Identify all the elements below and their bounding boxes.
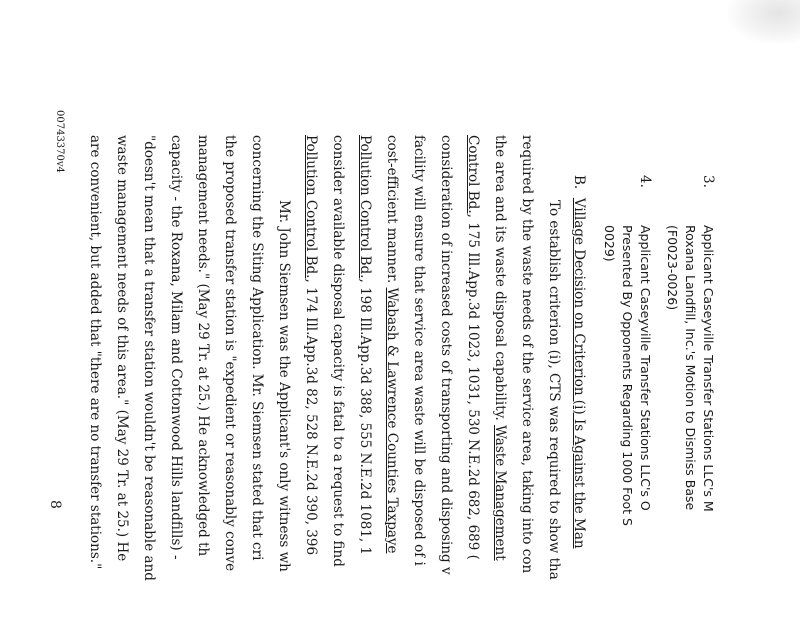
item-4-number: 4. xyxy=(637,175,653,188)
citation-wabash: Wabash & Lawrence Counties Taxpaye xyxy=(384,287,400,554)
para2-line-2: concerning the Siting Application. Mr. Siemsen stated that cri xyxy=(249,135,265,561)
para2-line-3: the proposed transfer station is "expedient or reasonably conve xyxy=(222,135,238,572)
section-title: Village Decision on Criterion (i) Is Against the Man xyxy=(571,197,587,549)
page-number: 8 xyxy=(47,500,63,509)
citation-waste-management: Waste Management xyxy=(492,425,508,561)
para1-line-10: Pollution Control Bd., 174 Ill.App.3d 82, 528 N.E.2d 390, 396 xyxy=(303,135,319,556)
para1-line-2: required by the waste needs of the service area, taking into con xyxy=(519,135,535,574)
item-3-line-1: Applicant Caseyville Transfer Stations LLC's M xyxy=(701,225,716,512)
scan-smudge xyxy=(728,0,800,44)
para1-line-7: cost-efficient manner. Wabash & Lawrence Counties Taxpaye xyxy=(384,135,400,554)
section-heading xyxy=(572,175,586,549)
para1-line-4: Control Bd., 175 Ill.App.3d 1023, 1031, 530 N.E.2d 682, 689 ( xyxy=(465,135,481,560)
para2-line-4: management needs." (May 29 Tr. at 25.) He acknowledged th xyxy=(195,135,211,557)
para2-line-1: Mr. John Siemsen was the Applicant's only witness wh xyxy=(276,200,292,572)
section-letter: B. xyxy=(571,175,587,190)
para2-line-6: "doesn't mean that a transfer station wouldn't be reasonable and xyxy=(141,135,157,581)
item-3-number: 3. xyxy=(700,175,716,188)
item-4-line-2: Presented By Opponents Regarding 1000 Foot S xyxy=(620,225,635,526)
item-3-line-2: Roxana Landfill, Inc.'s Motion to Dismiss Base xyxy=(683,225,698,511)
para1-line-1: To establish criterion (i), CTS was required to show tha xyxy=(546,200,562,580)
document-id: 00743370v4 xyxy=(54,110,65,173)
para2-line-7: waste management needs of this area." (May 29 Tr. at 25.) He xyxy=(114,135,130,562)
item-3-line-3: (F0023-0026) xyxy=(665,225,680,311)
para2-line-8: are convenient, but added that "there are no transfer stations." xyxy=(87,135,103,570)
para1-line-5: consideration of increased costs of transporting and disposing v xyxy=(438,135,454,575)
para1-line-6: facility will ensure that service area waste will be disposed of i xyxy=(411,135,427,566)
para1-line-3: the area and its waste disposal capability. Waste Management xyxy=(492,135,508,561)
para1-line-8: Pollution Control Bd., 198 Ill.App.3d 388, 555 N.E.2d 1081, 1 xyxy=(357,135,373,556)
para1-line-9: consider available disposal capacity is fatal to a request to find xyxy=(330,135,346,567)
para2-line-5: capacity - the Roxana, Milam and Cottonwood Hills landfills) - xyxy=(168,135,184,560)
item-4-line-1: Applicant Caseyville Transfer Stations LLC's O xyxy=(638,225,653,511)
item-4-line-3: 0029) xyxy=(602,225,617,262)
